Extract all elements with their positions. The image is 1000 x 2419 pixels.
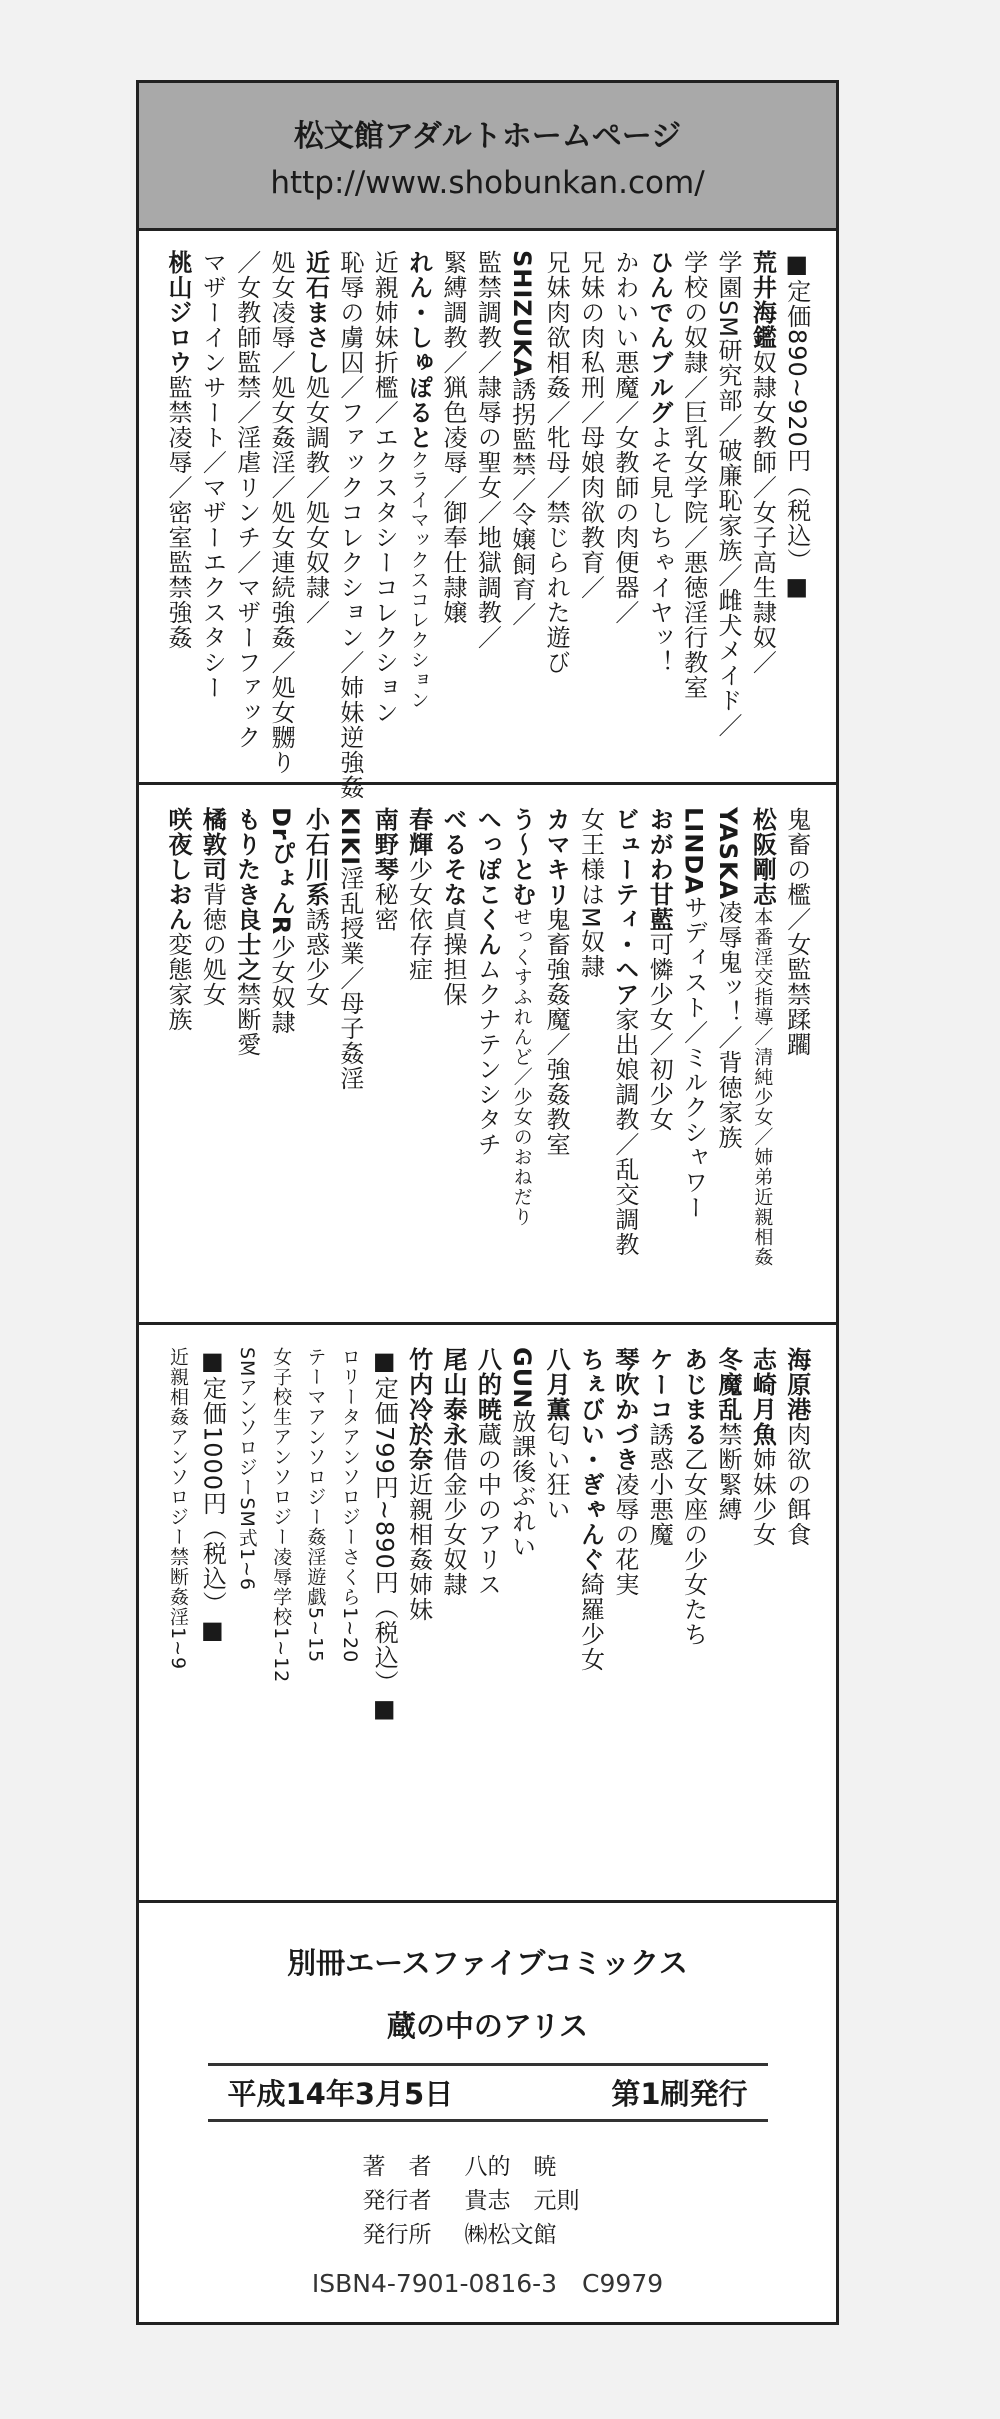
- catalog-text: 近親姉妹折檻／エクスタシーコレクション: [370, 250, 399, 725]
- book-titles: 誘惑少女: [301, 907, 330, 1007]
- catalog-text: 女王様はM奴隷: [576, 807, 605, 979]
- credit-value: ㈱松文館: [464, 2222, 557, 2248]
- catalog-column: [505, 807, 539, 1312]
- publisher-homepage-banner: [139, 83, 836, 231]
- catalog-column: [402, 1347, 436, 1890]
- book-titles: 乙女座の少女たち: [679, 1447, 708, 1647]
- catalog-column: [642, 807, 676, 1312]
- author-name: ひんでんブルグ: [645, 250, 674, 425]
- catalog-column: [230, 250, 264, 772]
- author-name: カマキリ: [542, 807, 571, 907]
- book-titles: 家出娘調教／乱交調教: [610, 1007, 639, 1257]
- catalog-text: 鬼畜の檻／女監禁蹂躙: [782, 807, 811, 1057]
- book-titles: 鬼畜強姦魔／強姦教室: [542, 907, 571, 1157]
- author-name: YASKA: [714, 807, 742, 901]
- book-titles: 凌辱鬼ッ！／背徳家族: [714, 900, 742, 1151]
- book-titles: 蔵の中のアリス: [473, 1422, 502, 1597]
- book-titles: ムクナテンシタチ: [473, 957, 502, 1157]
- author-name: れん・しゅぽると: [404, 250, 433, 450]
- catalog-text: 処女凌辱／処女姦淫／処女連続強姦／処女嬲り: [267, 250, 296, 775]
- homepage-url[interactable]: http://www.shobunkan.com/: [270, 164, 705, 201]
- book-titles: 綺羅少女: [576, 1572, 605, 1672]
- book-titles: 変態家族: [164, 932, 192, 1032]
- catalog-column: [780, 1347, 814, 1890]
- catalog-text: SMアンソロジーSM式1~6: [235, 1347, 258, 1592]
- catalog-column: [195, 1347, 229, 1890]
- catalog-column: [161, 250, 195, 772]
- catalog-column: [367, 1347, 401, 1890]
- catalog-column: [745, 250, 779, 772]
- author-name: ビューティ・ヘア: [610, 807, 639, 1007]
- catalog-column: [608, 807, 642, 1312]
- catalog-column: [333, 1347, 367, 1890]
- catalog-column: [402, 250, 436, 772]
- credit-label: 発行者: [362, 2188, 432, 2214]
- catalog-column: [436, 1347, 470, 1890]
- book-titles: 凌辱の花実: [610, 1472, 639, 1597]
- book-titles: 近親相姦姉妹: [404, 1472, 433, 1622]
- author-name: へっぽこくん: [473, 807, 502, 957]
- credit-value: 貴志 元則: [464, 2188, 580, 2214]
- catalog-text: ■定価799円~890円（税込）■: [370, 1347, 399, 1724]
- author-name: 桃山ジロウ: [164, 250, 192, 375]
- author-name: GUN: [507, 1347, 536, 1410]
- author-name: ケーコ: [645, 1347, 674, 1422]
- catalog-text: ロリータアンソロジーさくら1~20: [338, 1347, 361, 1664]
- catalog-column: [299, 807, 333, 1312]
- author-name: 小石川系: [301, 807, 330, 907]
- credit-row: [363, 2218, 613, 2252]
- catalog-column: [195, 807, 229, 1312]
- book-titles: よそ見しちゃイヤッ！: [645, 425, 674, 675]
- book-titles: 姉妹少女: [748, 1447, 777, 1547]
- catalog-text: ／女教師監禁／淫虐リンチ／マザーファック: [232, 250, 261, 750]
- catalog-text: 兄妹肉欲相姦／牝母／禁じられた遊び: [542, 250, 571, 675]
- catalog-column: [574, 807, 608, 1312]
- series-name: 別冊エースファイブコミックス: [287, 1946, 688, 1980]
- author-name: 海原港: [782, 1347, 811, 1422]
- book-titles: 少女奴隷: [267, 935, 296, 1036]
- author-name: 八的暁: [473, 1347, 502, 1422]
- catalog-column: [470, 250, 504, 772]
- catalog-column: [780, 807, 814, 1312]
- author-name: 琴吹かづき: [610, 1347, 639, 1472]
- author-name: LINDA: [679, 807, 708, 895]
- book-titles: 少女依存症: [404, 857, 433, 982]
- publication-line: [208, 2063, 768, 2122]
- catalog-column: [505, 1347, 539, 1890]
- credit-row: [363, 2184, 613, 2218]
- book-titles: 禁断緊縛: [714, 1422, 742, 1522]
- catalog-column: [745, 807, 779, 1312]
- book-titles: 背徳の処女: [198, 882, 227, 1007]
- catalog-column: [161, 1347, 195, 1890]
- book-titles: 誘惑小悪魔: [645, 1422, 674, 1547]
- author-name: おがわ甘藍: [645, 807, 674, 932]
- catalog-section-1: [139, 228, 836, 800]
- catalog-column: [436, 807, 470, 1312]
- catalog-column: [436, 250, 470, 772]
- author-name: KIKI: [335, 807, 364, 867]
- book-titles: 禁断愛: [232, 982, 261, 1057]
- catalog-text: 近親相姦アンソロジー禁断姦淫1~9: [167, 1347, 189, 1671]
- catalog-text: 学園SM研究部／破廉恥家族／雌犬メイド／: [714, 250, 742, 738]
- book-titles: 秘密: [370, 882, 399, 932]
- catalog-column: [539, 1347, 573, 1890]
- book-titles: 奴隷女教師／女子高生隷奴／: [748, 350, 777, 675]
- catalog-text: 学校の奴隷／巨乳女学院／悪徳淫行教室: [679, 250, 708, 700]
- book-titles: 可憐少女／初少女: [645, 932, 674, 1132]
- author-name: 竹内冷於奈: [404, 1347, 433, 1472]
- catalog-text: ■定価890~920円（税込）■: [782, 250, 811, 602]
- catalog-column: [230, 807, 264, 1312]
- catalog-column: [574, 250, 608, 772]
- catalog-column: [264, 1347, 298, 1890]
- author-name: 志崎月魚: [748, 1347, 777, 1447]
- book-titles: クライマックスコレクション: [407, 450, 430, 710]
- book-titles: 淫乱授業／母子姦淫: [335, 866, 364, 1092]
- author-name: 八月薫: [542, 1347, 571, 1422]
- author-name: DrぴょんR: [267, 807, 296, 936]
- catalog-column: [333, 250, 367, 800]
- catalog-text: 恥辱の虜囚／ファックコレクション／姉妹逆強姦: [335, 250, 364, 800]
- credit-value: 八的 暁: [464, 2154, 557, 2180]
- book-titles: 匂い狂い: [542, 1422, 571, 1522]
- catalog-text: 女子校生アンソロジー凌辱学校1~12: [270, 1347, 293, 1684]
- catalog-column: [642, 1347, 676, 1890]
- catalog-text: マザーインサート／マザーエクスタシー: [198, 250, 227, 700]
- catalog-column: [677, 1347, 711, 1890]
- author-name: 南野琴: [370, 807, 399, 882]
- author-name: う～とむ: [507, 807, 536, 907]
- printing-edition: 第1刷発行: [611, 2077, 748, 2111]
- book-titles: 肉欲の餌食: [782, 1422, 811, 1547]
- book-titles: サディスト／ミルクシャワー: [679, 894, 708, 1220]
- homepage-title: 松文館アダルトホームページ: [293, 118, 682, 154]
- author-name: あじまる: [679, 1347, 708, 1447]
- isbn: ISBN4-7901-0816-3 C9979: [311, 2269, 664, 2298]
- colophon: [139, 1903, 836, 2322]
- catalog-column: [574, 1347, 608, 1890]
- catalog-column: [333, 807, 367, 1312]
- catalog-column: [230, 1347, 264, 1890]
- catalog-column: [677, 250, 711, 772]
- author-name: 松阪剛志: [748, 807, 777, 907]
- catalog-column: [402, 807, 436, 1312]
- author-name: 荒井海鑑: [748, 250, 777, 350]
- catalog-column: [539, 250, 573, 772]
- credit-label: 著 者: [362, 2154, 432, 2180]
- catalog-column: [470, 807, 504, 1312]
- catalog-column: [711, 250, 745, 772]
- author-name: SHIZUKA: [507, 250, 536, 378]
- publication-date: 平成14年3月5日: [227, 2077, 454, 2111]
- catalog-column: [745, 1347, 779, 1890]
- catalog-column: [608, 250, 642, 772]
- catalog-text: 兄妹の肉私刑／母娘肉欲教育／: [576, 250, 605, 600]
- catalog-column: [470, 1347, 504, 1890]
- author-name: 冬魔乱: [714, 1347, 742, 1422]
- catalog-column: [711, 1347, 745, 1890]
- catalog-column: [505, 250, 539, 772]
- book-titles: 監禁凌辱／密室監禁強姦: [164, 375, 192, 650]
- catalog-text: かわいい悪魔／女教師の肉便器／: [610, 250, 639, 625]
- book-titles: 誘拐監禁／令嬢飼育／: [507, 377, 536, 628]
- book-titles: 放課後ぶれい: [507, 1409, 536, 1560]
- catalog-column: [299, 250, 333, 772]
- catalog-column: [264, 250, 298, 775]
- catalog-column: [780, 250, 814, 772]
- catalog-column: [299, 1347, 333, 1890]
- catalog-text: テーマアンソロジー姦淫遊戯5~15: [304, 1347, 327, 1664]
- catalog-text: 監禁調教／隷辱の聖女／地獄調教／: [473, 250, 502, 650]
- author-name: ちぇびい・ぎゃんぐ: [576, 1347, 605, 1572]
- credit-label: 発行所: [362, 2222, 432, 2248]
- catalog-column: [608, 1347, 642, 1890]
- book-titles: 本番淫交指導／清純少女／姉弟近親相姦: [751, 907, 774, 1267]
- catalog-column: [367, 807, 401, 1312]
- book-title: 蔵の中のアリス: [386, 2009, 589, 2043]
- author-name: 春輝: [404, 807, 433, 857]
- author-name: 橘敦司: [198, 807, 227, 882]
- catalog-column: [642, 250, 676, 772]
- catalog-column: [195, 250, 229, 772]
- book-titles: 貞操担保: [439, 907, 467, 1007]
- catalog-section-3: [139, 1325, 836, 1903]
- catalog-text: 緊縛調教／猟色凌辱／御奉仕隷嬢: [439, 250, 467, 625]
- credits: [363, 2150, 613, 2252]
- catalog-column: [711, 807, 745, 1312]
- colophon-page: [136, 80, 839, 2325]
- catalog-column: [264, 807, 298, 1312]
- author-name: 咲夜しおん: [164, 807, 192, 932]
- catalog-column: [161, 807, 195, 1312]
- author-name: 近石まさし: [301, 250, 330, 375]
- catalog-column: [539, 807, 573, 1312]
- credit-row: [363, 2150, 613, 2184]
- author-name: もりたき良士之: [232, 807, 261, 982]
- catalog-section-2: [139, 785, 836, 1325]
- catalog-column: [367, 250, 401, 772]
- book-titles: 処女調教／処女奴隷／: [301, 375, 330, 625]
- catalog-text: ■定価1000円（税込）■: [198, 1347, 227, 1646]
- book-titles: 借金少女奴隷: [439, 1447, 467, 1597]
- author-name: べるそな: [439, 807, 467, 907]
- catalog-column: [677, 807, 711, 1312]
- author-name: 尾山泰永: [439, 1347, 467, 1447]
- book-titles: せっくすふれんど／少女のおねだり: [510, 907, 533, 1227]
